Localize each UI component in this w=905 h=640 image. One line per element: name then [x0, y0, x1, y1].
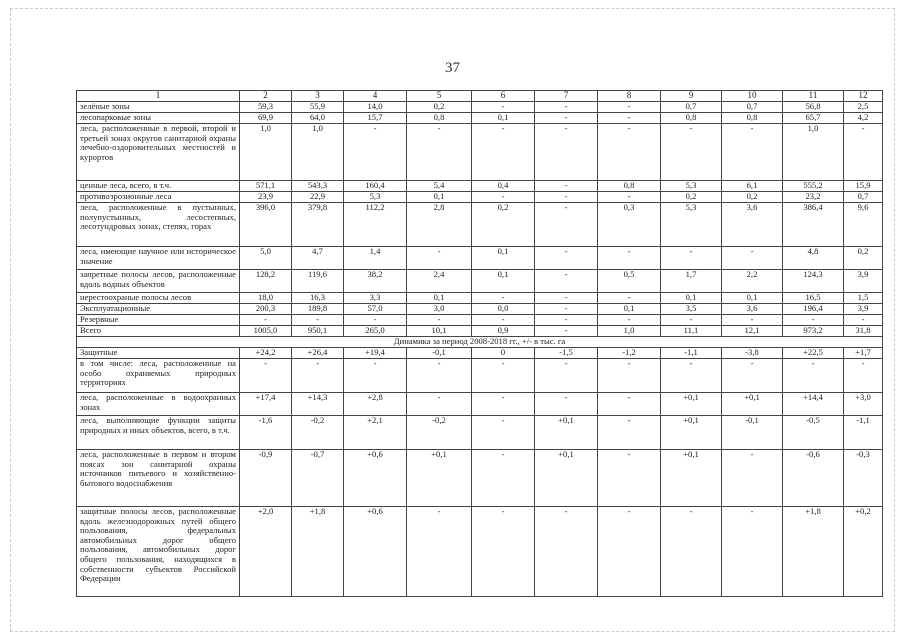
cell-value: 571,1 [240, 181, 292, 192]
cell-value: +2,8 [344, 393, 407, 416]
cell-value: - [598, 192, 661, 203]
cell-value: - [844, 124, 883, 181]
cell-value: 124,3 [783, 270, 844, 293]
row-label: Резервные [77, 315, 240, 326]
cell-value: 10,1 [407, 326, 472, 337]
table-row [77, 124, 883, 181]
cell-value: 11,1 [661, 326, 722, 337]
cell-value: - [598, 293, 661, 304]
cell-value: -0,7 [292, 450, 344, 507]
cell-value: -0,3 [844, 450, 883, 507]
cell-value: 6,1 [722, 181, 783, 192]
page-number: 37 [445, 60, 460, 76]
cell-value: -0,6 [783, 450, 844, 507]
table-row [77, 203, 883, 247]
cell-value: 18,0 [240, 293, 292, 304]
table-row [77, 416, 883, 450]
cell-value: 0,9 [472, 326, 535, 337]
cell-value: 160,4 [344, 181, 407, 192]
cell-value: - [722, 359, 783, 393]
cell-value: -0,2 [292, 416, 344, 450]
cell-value: +0,6 [344, 507, 407, 597]
cell-value: 0 [472, 348, 535, 359]
row-label: леса, расположенные в пустынных, полупустынных, лесостепных, лесотундровых зонах, степях, горах [77, 203, 240, 247]
cell-value: 1,0 [292, 124, 344, 181]
column-header: 7 [535, 91, 598, 102]
cell-value: - [535, 270, 598, 293]
cell-value: 1,4 [344, 247, 407, 270]
cell-value: -3,8 [722, 348, 783, 359]
cell-value: - [407, 507, 472, 597]
cell-value: 31,8 [844, 326, 883, 337]
section-title: Динамика за период 2008-2018 гг., +/- в тыс. га [77, 337, 883, 348]
cell-value: 3,0 [407, 304, 472, 315]
table-row [77, 348, 883, 359]
cell-value: - [535, 315, 598, 326]
cell-value: - [344, 315, 407, 326]
row-label: леса, расположенные в первой, второй и третьей зонах округов санитарной охраны лечебно-оздоровительных местностей и курортов [77, 124, 240, 181]
column-header: 12 [844, 91, 883, 102]
row-label: лесопарковые зоны [77, 113, 240, 124]
cell-value: - [472, 393, 535, 416]
cell-value: 38,2 [344, 270, 407, 293]
cell-value: +0,1 [722, 393, 783, 416]
cell-value: 1,7 [661, 270, 722, 293]
cell-value: 56,8 [783, 102, 844, 113]
row-label: леса, расположенные в водоохранных зонах [77, 393, 240, 416]
cell-value: 3,9 [844, 304, 883, 315]
cell-value: 1,0 [783, 124, 844, 181]
table-row [77, 359, 883, 393]
cell-value: - [535, 304, 598, 315]
cell-value: - [598, 507, 661, 597]
cell-value: -1,2 [598, 348, 661, 359]
cell-value: - [407, 393, 472, 416]
cell-value: 0,2 [472, 203, 535, 247]
table-row [77, 393, 883, 416]
cell-value: 5,3 [661, 181, 722, 192]
cell-value: 15,7 [344, 113, 407, 124]
cell-value: 23,2 [783, 192, 844, 203]
cell-value: 0,1 [407, 293, 472, 304]
cell-value: 3,6 [722, 304, 783, 315]
cell-value: +14,3 [292, 393, 344, 416]
cell-value: - [535, 507, 598, 597]
row-label: Всего [77, 326, 240, 337]
cell-value: - [472, 359, 535, 393]
row-label: леса, выполняющие функции защиты природных и иных объектов, всего, в т.ч. [77, 416, 240, 450]
cell-value: 57,0 [344, 304, 407, 315]
cell-value: +1,8 [783, 507, 844, 597]
cell-value: - [535, 192, 598, 203]
table-row [77, 102, 883, 113]
cell-value: 1,0 [240, 124, 292, 181]
cell-value: - [844, 359, 883, 393]
cell-value: 3,3 [344, 293, 407, 304]
cell-value: - [535, 113, 598, 124]
cell-value: 2,2 [722, 270, 783, 293]
cell-value: 65,7 [783, 113, 844, 124]
cell-value: - [783, 315, 844, 326]
cell-value: +0,6 [344, 450, 407, 507]
cell-value: 16,5 [783, 293, 844, 304]
cell-value: 0,8 [598, 181, 661, 192]
table-header-row [77, 91, 883, 102]
cell-value: - [598, 315, 661, 326]
cell-value: 0,7 [844, 192, 883, 203]
row-label: леса, имеющие научное или историческое значение [77, 247, 240, 270]
cell-value: +0,1 [661, 393, 722, 416]
cell-value: - [472, 102, 535, 113]
cell-value: - [472, 450, 535, 507]
cell-value: +0,1 [661, 450, 722, 507]
cell-value: 0,1 [472, 270, 535, 293]
cell-value: 1,0 [598, 326, 661, 337]
cell-value: - [722, 124, 783, 181]
cell-value: - [535, 326, 598, 337]
cell-value: -1,1 [661, 348, 722, 359]
cell-value: 22,9 [292, 192, 344, 203]
cell-value: - [598, 393, 661, 416]
cell-value: - [535, 393, 598, 416]
cell-value: 950,1 [292, 326, 344, 337]
cell-value: - [598, 124, 661, 181]
cell-value: - [344, 359, 407, 393]
cell-value: - [535, 124, 598, 181]
cell-value: - [722, 450, 783, 507]
cell-value: 0,8 [661, 113, 722, 124]
table-row [77, 270, 883, 293]
cell-value: 5,0 [240, 247, 292, 270]
cell-value: +26,4 [292, 348, 344, 359]
column-header: 4 [344, 91, 407, 102]
cell-value: 265,0 [344, 326, 407, 337]
cell-value: 2,4 [407, 270, 472, 293]
row-label: защитные полосы лесов, расположенные вдоль железнодорожных путей общего пользования, федеральных автомобильных дорог общего пользования, автомобильных дорог общего пользования, находящихся в собственности субъектов Российской Федерации [77, 507, 240, 597]
cell-value: - [661, 507, 722, 597]
cell-value: 4,8 [783, 247, 844, 270]
cell-value: - [535, 293, 598, 304]
table-row [77, 192, 883, 203]
cell-value: +0,2 [844, 507, 883, 597]
row-label: Эксплуатационные [77, 304, 240, 315]
cell-value: +1,8 [292, 507, 344, 597]
cell-value: 0,2 [661, 192, 722, 203]
cell-value: 5,4 [407, 181, 472, 192]
cell-value: - [407, 247, 472, 270]
cell-value: +19,4 [344, 348, 407, 359]
column-header: 2 [240, 91, 292, 102]
cell-value: - [407, 315, 472, 326]
cell-value: - [407, 124, 472, 181]
column-header: 11 [783, 91, 844, 102]
cell-value: - [598, 359, 661, 393]
cell-value: +24,2 [240, 348, 292, 359]
cell-value: - [722, 507, 783, 597]
cell-value: +14,4 [783, 393, 844, 416]
cell-value: 555,2 [783, 181, 844, 192]
cell-value: +22,5 [783, 348, 844, 359]
cell-value: 0,3 [598, 203, 661, 247]
cell-value: - [535, 181, 598, 192]
cell-value: 3,9 [844, 270, 883, 293]
cell-value: 55,9 [292, 102, 344, 113]
cell-value: 0,1 [598, 304, 661, 315]
cell-value: - [472, 315, 535, 326]
row-label: леса, расположенные в первом и втором поясах зон санитарной охраны источников питьевого и хозяйственно-бытового водоснабжения [77, 450, 240, 507]
cell-value: - [472, 192, 535, 203]
cell-value: 1005,0 [240, 326, 292, 337]
cell-value: 0,1 [472, 113, 535, 124]
table-row [77, 304, 883, 315]
cell-value: +0,1 [661, 416, 722, 450]
cell-value: 0,8 [407, 113, 472, 124]
cell-value: 128,2 [240, 270, 292, 293]
cell-value: - [598, 416, 661, 450]
cell-value: 0,2 [722, 192, 783, 203]
cell-value: - [661, 247, 722, 270]
column-header: 10 [722, 91, 783, 102]
column-header: 1 [77, 91, 240, 102]
cell-value: 69,9 [240, 113, 292, 124]
cell-value: 0,5 [598, 270, 661, 293]
cell-value: +0,1 [535, 416, 598, 450]
cell-value: - [661, 359, 722, 393]
section-row [77, 337, 883, 348]
cell-value: - [472, 293, 535, 304]
cell-value: - [240, 359, 292, 393]
cell-value: -1,6 [240, 416, 292, 450]
cell-value: 0,2 [844, 247, 883, 270]
cell-value: - [661, 124, 722, 181]
cell-value: 9,6 [844, 203, 883, 247]
cell-value: 200,3 [240, 304, 292, 315]
cell-value: -0,1 [407, 348, 472, 359]
cell-value: - [472, 507, 535, 597]
forest-table [76, 90, 883, 597]
cell-value: 3,6 [722, 203, 783, 247]
cell-value: 386,4 [783, 203, 844, 247]
cell-value: 379,8 [292, 203, 344, 247]
cell-value: 16,3 [292, 293, 344, 304]
cell-value: 59,3 [240, 102, 292, 113]
table-row [77, 326, 883, 337]
column-header: 8 [598, 91, 661, 102]
cell-value: +3,0 [844, 393, 883, 416]
table-row [77, 450, 883, 507]
cell-value: - [535, 102, 598, 113]
cell-value: 3,5 [661, 304, 722, 315]
column-header: 6 [472, 91, 535, 102]
cell-value: +0,1 [535, 450, 598, 507]
cell-value: 0,1 [661, 293, 722, 304]
cell-value: 64,0 [292, 113, 344, 124]
row-label: ценные леса, всего, в т.ч. [77, 181, 240, 192]
cell-value: +17,4 [240, 393, 292, 416]
cell-value: - [598, 450, 661, 507]
cell-value: 196,4 [783, 304, 844, 315]
table-row [77, 315, 883, 326]
cell-value: - [535, 247, 598, 270]
cell-value: - [292, 315, 344, 326]
cell-value: 112,2 [344, 203, 407, 247]
cell-value: 14,0 [344, 102, 407, 113]
cell-value: 4,7 [292, 247, 344, 270]
table-row [77, 507, 883, 597]
cell-value: +2,1 [344, 416, 407, 450]
cell-value: - [722, 247, 783, 270]
cell-value: 0,4 [472, 181, 535, 192]
cell-value: 119,6 [292, 270, 344, 293]
cell-value: - [407, 359, 472, 393]
cell-value: - [844, 315, 883, 326]
table-row [77, 113, 883, 124]
cell-value: 1,5 [844, 293, 883, 304]
cell-value: - [240, 315, 292, 326]
cell-value: 0,7 [661, 102, 722, 113]
cell-value: 0,0 [472, 304, 535, 315]
table-row [77, 293, 883, 304]
cell-value: 0,1 [722, 293, 783, 304]
row-label: зелёные зоны [77, 102, 240, 113]
cell-value: 973,2 [783, 326, 844, 337]
cell-value: 2,8 [407, 203, 472, 247]
cell-value: - [344, 124, 407, 181]
cell-value: - [598, 113, 661, 124]
cell-value: +2,0 [240, 507, 292, 597]
cell-value: - [661, 315, 722, 326]
cell-value: 0,1 [407, 192, 472, 203]
cell-value: - [472, 124, 535, 181]
cell-value: 0,8 [722, 113, 783, 124]
cell-value: 4,2 [844, 113, 883, 124]
cell-value: 12,1 [722, 326, 783, 337]
cell-value: -0,9 [240, 450, 292, 507]
row-label: в том числе: леса, расположенные на особо охраняемых природных территориях [77, 359, 240, 393]
cell-value: 396,0 [240, 203, 292, 247]
cell-value: 23,9 [240, 192, 292, 203]
cell-value: - [472, 416, 535, 450]
cell-value: 5,3 [661, 203, 722, 247]
cell-value: 15,9 [844, 181, 883, 192]
cell-value: -0,5 [783, 416, 844, 450]
cell-value: +0,1 [407, 450, 472, 507]
table-row [77, 247, 883, 270]
cell-value: 0,1 [472, 247, 535, 270]
cell-value: - [783, 359, 844, 393]
cell-value: - [535, 359, 598, 393]
row-label: нерестоохраные полосы лесов [77, 293, 240, 304]
column-header: 9 [661, 91, 722, 102]
cell-value: 0,7 [722, 102, 783, 113]
cell-value: - [722, 315, 783, 326]
row-label: противоэрозионные леса [77, 192, 240, 203]
column-header: 3 [292, 91, 344, 102]
cell-value: +1,7 [844, 348, 883, 359]
cell-value: 543,3 [292, 181, 344, 192]
cell-value: - [598, 247, 661, 270]
cell-value: -0,1 [722, 416, 783, 450]
cell-value: -1,5 [535, 348, 598, 359]
cell-value: -0,2 [407, 416, 472, 450]
row-label: запретные полосы лесов, расположенные вдоль водных объектов [77, 270, 240, 293]
row-label: Защитные [77, 348, 240, 359]
cell-value: -1,1 [844, 416, 883, 450]
cell-value: - [292, 359, 344, 393]
cell-value: 2,5 [844, 102, 883, 113]
table-row [77, 181, 883, 192]
cell-value: 189,8 [292, 304, 344, 315]
cell-value: 0,2 [407, 102, 472, 113]
column-header: 5 [407, 91, 472, 102]
cell-value: - [535, 203, 598, 247]
cell-value: - [598, 102, 661, 113]
cell-value: 5,3 [344, 192, 407, 203]
